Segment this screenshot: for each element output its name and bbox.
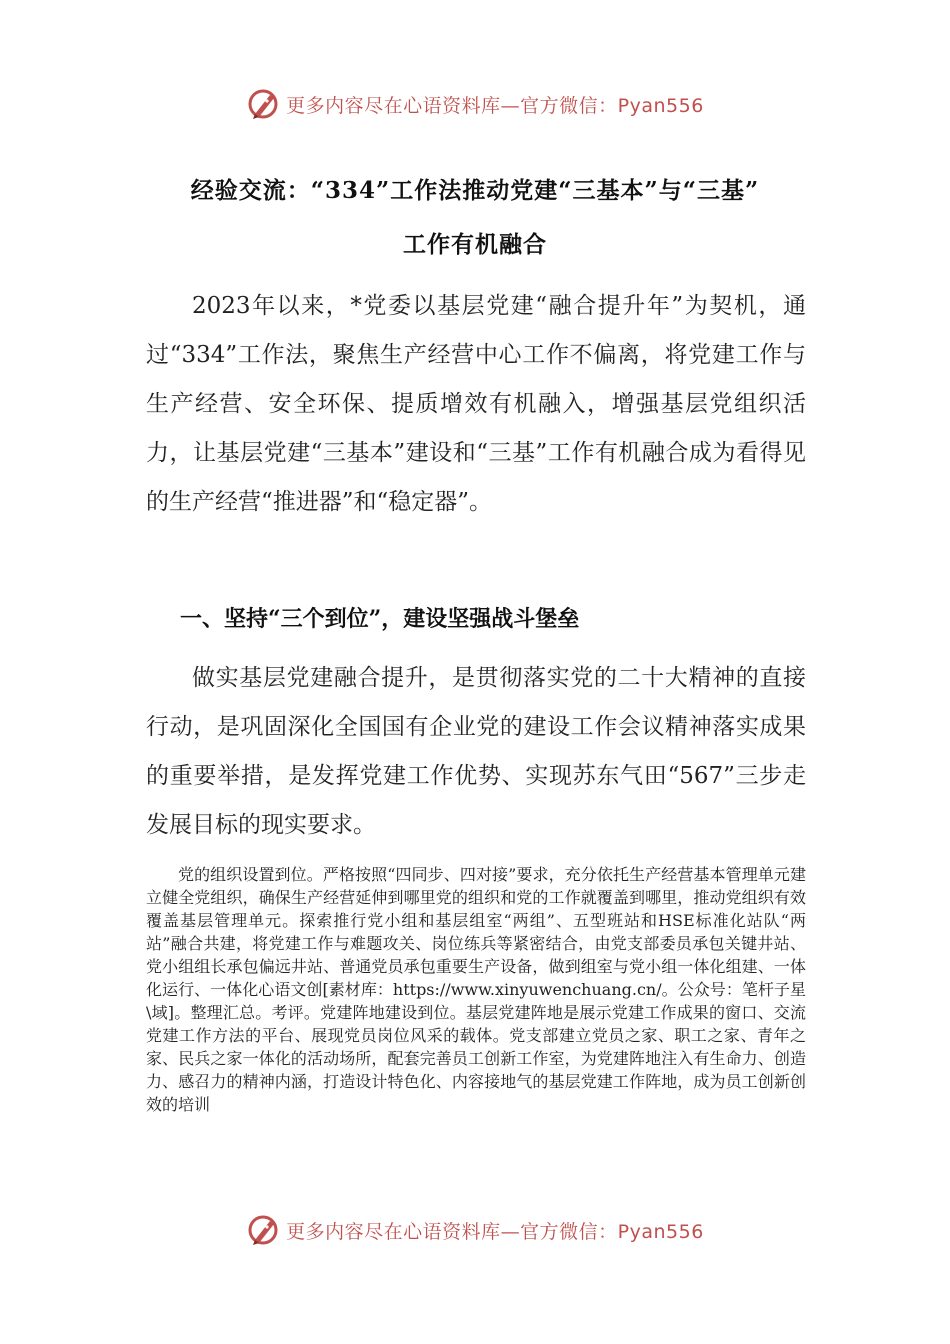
watermark-text: 更多内容尽在心语资料库—官方微信：Pyan556 xyxy=(286,94,704,117)
section-heading: 一、坚持“三个到位”，建设坚强战斗堡垒 xyxy=(180,606,580,632)
document-title-continued: 工作有机融合 xyxy=(403,231,547,258)
section-paragraph: 做实基层党建融合提升，是贯彻落实党的二十大精神的直接行动，是巩固深化全国国有企业党的建设工作会议精神落实成果的重要举措，是发挥党建工作优势、实现苏东气田“567”三步走发展目标的现实要求。 xyxy=(146,665,806,838)
footer-watermark xyxy=(0,1210,950,1250)
watermark-text: 更多内容尽在心语资料库—官方微信：Pyan556 xyxy=(286,1220,704,1243)
header-watermark xyxy=(0,84,950,124)
intro-paragraph: 2023年以来，*党委以基层党建“融合提升年”为契机，通过“334”工作法，聚焦生产经营中心工作不偏离，将党建工作与生产经营、安全环保、提质增效有机融入，增强基层党组织活力，让基层党建“三基本”建设和“三基”工作有机融合成为看得见的生产经营“推进器”和“稳定器”。 xyxy=(146,293,806,515)
pen-logo-icon xyxy=(246,1213,280,1247)
pen-logo-icon xyxy=(246,87,280,121)
document-title: 经验交流：“334”工作法推动党建“三基本”与“三基” xyxy=(190,177,760,204)
detail-paragraph: 党的组织设置到位。严格按照“四同步、四对接”要求，充分依托生产经营基本管理单元建立健全党组织，确保生产经营延伸到哪里党的组织和党的工作就覆盖到哪里，推动党组织有效覆盖基层管理单元。探索推行党小组和基层组室“两组”、五型班站和HSE标准化站队“两站”融合共建，将党建工作与难题攻关、岗位练兵等紧密结合，由党支部委员承包关键井站、党小组组长承包偏远井站、普通党员承包重要生产设备，做到组室与党小组一体化组建、一体化运行、一体化心语文创[素材库：https://www.xinyuwenchuang.cn/。公众号：笔杆子星\域]。整理汇总。考评。党建阵地建设到位。基层党建阵地是展示党建工作成果的窗口、交流党建工作方法的平台、展现党员岗位风采的载体。党支部建立党员之家、职工之家、青年之家、民兵之家一体化的活动场所，配套完善员工创新工作室，为党建阵地注入有生命力、创造力、感召力的精神内涵，打造设计特色化、内容接地气的基层党建工作阵地，成为员工创新创效的培训 xyxy=(146,865,806,1114)
